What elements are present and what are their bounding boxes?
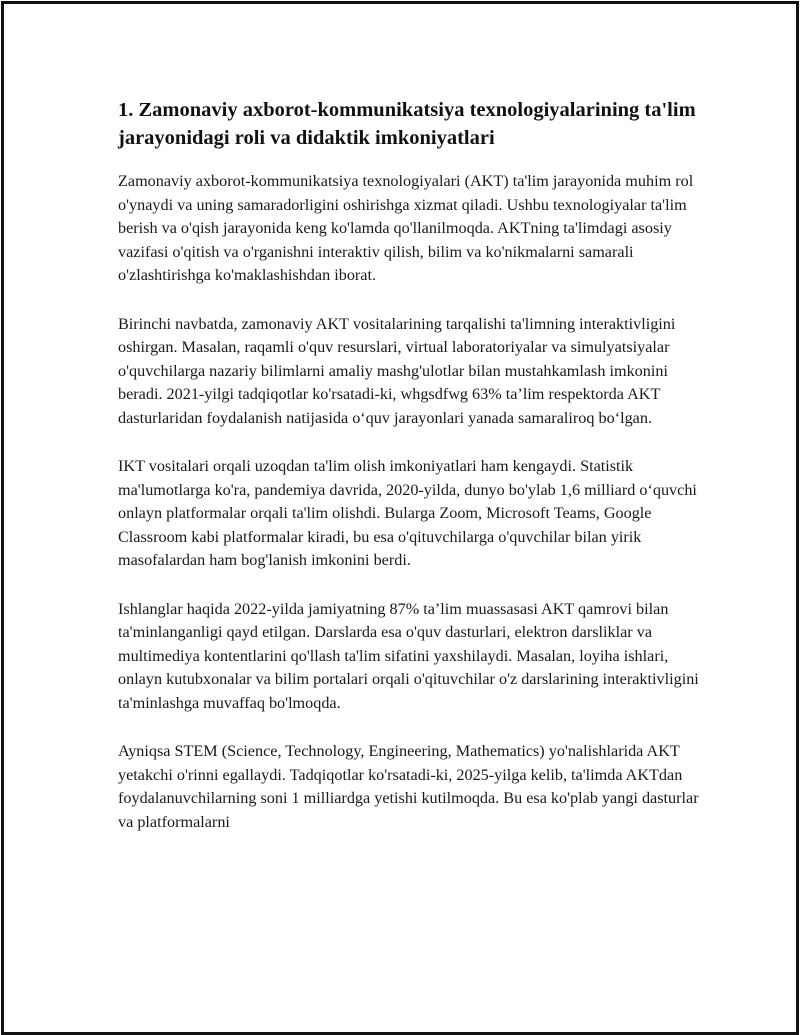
document-body xyxy=(118,96,708,859)
paragraph-1: Zamonaviy axborot-kommunikatsiya texnologiyalari (AKT) ta'lim jarayonida muhim rol o'ynaydi va uning samaradorligini oshirishga xizmat qiladi. Ushbu texnologiyalar ta'lim berish va o'qish jarayonida keng ko'lamda qo'llanilmoqda. AKTning ta'limdagi asosiy vazifasi o'qitish va o'rganishni interaktiv qilish, bilim va ko'nikmalarni samarali o'zlashtirishga ko'maklashishdan iborat. xyxy=(118,172,694,284)
document-page xyxy=(1,1,799,1035)
paragraph-3: IKT vositalari orqali uzoqdan ta'lim olish imkoniyatlari ham kengaydi. Statistik ma'lumotlarga ko'ra, pandemiya davrida, 2020-yilda, dunyo bo'ylab 1,6 milliard o‘quvchi onlayn platformalar orqali ta'lim olishdi. Bularga Zoom, Microsoft Teams, Google Classroom kabi platformalar kiradi, bu esa o'qituvchilarga o'quvchilar bilan yirik masofalardan ham bog'lanish imkonini berdi. xyxy=(118,457,697,569)
paragraph-2: Birinchi navbatda, zamonaviy AKT vositalarining tarqalishi ta'limning interaktivligini oshirgan. Masalan, raqamli o'quv resurslari, virtual laboratoriyalar va simulyatsiyalar o'quvchilarga nazariy bilimlarni amaliy mashg'ulotlar bilan mustahkamlash imkonini beradi. 2021-yilgi tadqiqotlar ko'rsatadi-ki, whgsdfwg 63% ta’lim respektorda AKT dasturlaridan foydalanish natijasida o‘quv jarayonlari yanada samaraliroq bo‘lgan. xyxy=(118,314,676,427)
section-heading: 1. Zamonaviy axborot-kommunikatsiya texnologiyalarining ta'lim jarayonidagi roli va didaktik imkoniyatlari xyxy=(118,99,696,149)
paragraph-4: Ishlanglar haqida 2022-yilda jamiyatning 87% ta’lim muassasasi AKT qamrovi bilan ta'minlanganligi qayd etilgan. Darslarda esa o'quv dasturlari, elektron darsliklar va multimediya kontentlarini qo'llash ta'lim sifatini yaxshilaydi. Masalan, loyiha ishlari, onlayn kutubxonalar va bilim portalari orqali o'qituvchilar o'z darslarining interaktivligini ta'minlashga muvaffaq bo'lmoqda. xyxy=(118,599,699,712)
paragraph-5: Ayniqsa STEM (Science, Technology, Engineering, Mathematics) yo'nalishlarida AKT yetakchi o'rinni egallaydi. Tadqiqotlar ko'rsatadi-ki, 2025-yilga kelib, ta'limda AKTdan foydalanuvchilarning soni 1 milliardga yetishi kutilmoqda. Bu esa ko'plab yangi dasturlar va platformalarni xyxy=(118,742,699,831)
